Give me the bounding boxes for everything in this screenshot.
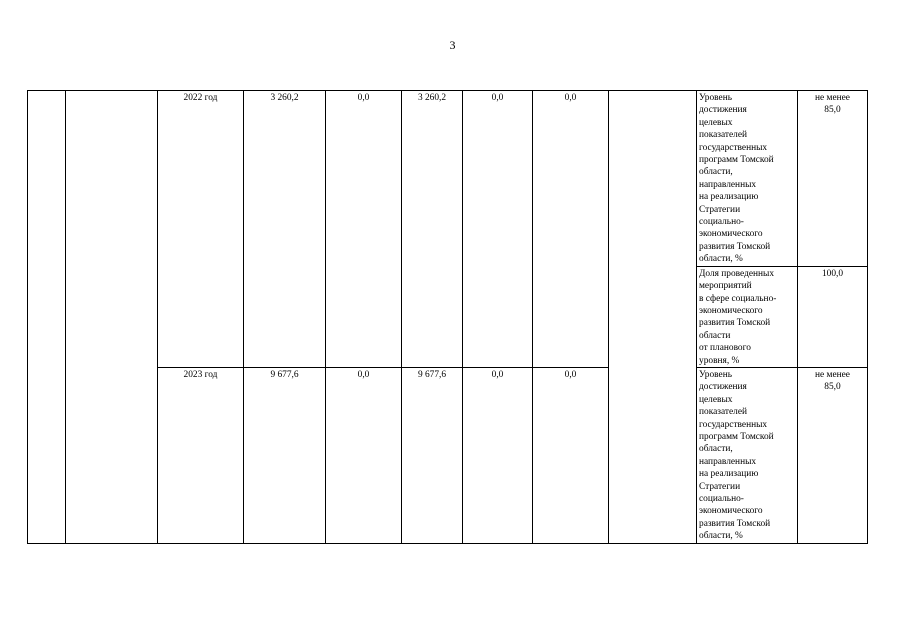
other-cell: 0,0 [533,91,609,368]
text-line: направленных [699,179,757,190]
text-line: в сфере социально- [699,293,777,304]
table-row [28,91,868,267]
text-line: на реализацию [699,469,759,480]
text-line: экономического [699,506,763,517]
text-line: развития Томской [699,241,771,252]
indicator-name-cell [697,367,798,543]
text-line: Уровень [699,93,733,103]
text-line: области, % [699,254,743,265]
text-line: экономического [699,229,763,240]
text-line: 100,0 [821,268,844,279]
regional-cell: 9 677,6 [402,367,463,543]
indicator-name-cell [697,91,798,267]
text-line: области, [699,444,733,455]
task-cell [66,91,158,544]
text-line: области, % [699,531,743,542]
text-line: Уровень [699,369,733,380]
text-line: программ Томской [699,431,774,442]
text-line: достижения [699,105,747,116]
indicator-value-cell [798,266,868,367]
text-line: целевых [699,394,733,405]
year-cell: 2023 год [158,367,244,543]
text-line: государственных [699,419,768,430]
text-line: Стратегии [699,204,741,215]
text-line: показателей [699,407,748,418]
page-number: 3 [449,38,456,52]
text-line: показателей [699,130,748,141]
text-line: 85,0 [824,105,841,116]
local-cell: 0,0 [463,91,533,368]
local-cell: 0,0 [463,367,533,543]
text-line: уровня, % [699,355,740,366]
federal-cell: 0,0 [326,367,402,543]
text-line: целевых [699,117,733,128]
text-line: социально- [699,217,744,228]
regional-cell: 3 260,2 [402,91,463,368]
text-line: развития Томской [699,518,771,529]
total-cell: 3 260,2 [244,91,326,368]
indicator-value-cell [798,367,868,543]
budget-table [27,90,868,544]
federal-cell: 0,0 [326,91,402,368]
text-line: области, [699,167,733,178]
text-line: не менее [815,93,850,103]
other-cell: 0,0 [533,367,609,543]
total-cell: 9 677,6 [244,367,326,543]
indicator-value-cell [798,91,868,267]
executor-cell [609,91,697,544]
text-line: не менее [815,369,850,380]
text-line: мероприятий [699,281,752,292]
text-line: социально- [699,494,744,504]
text-line: экономического [699,305,763,316]
text-line: программ Томской [699,155,774,166]
text-line: государственных [699,142,768,153]
text-line: 85,0 [824,382,841,393]
indicator-name-cell [697,266,798,367]
text-line: от планового [699,343,751,354]
text-line: направленных [699,456,757,467]
text-line: достижения [699,382,747,393]
text-line: развития Томской [699,318,771,329]
text-line: Стратегии [699,481,741,492]
text-line: области [699,330,731,341]
number-cell [28,91,66,544]
text-line: Доля проведенных [699,268,775,279]
year-cell: 2022 год [158,91,244,368]
text-line: на реализацию [699,192,759,203]
